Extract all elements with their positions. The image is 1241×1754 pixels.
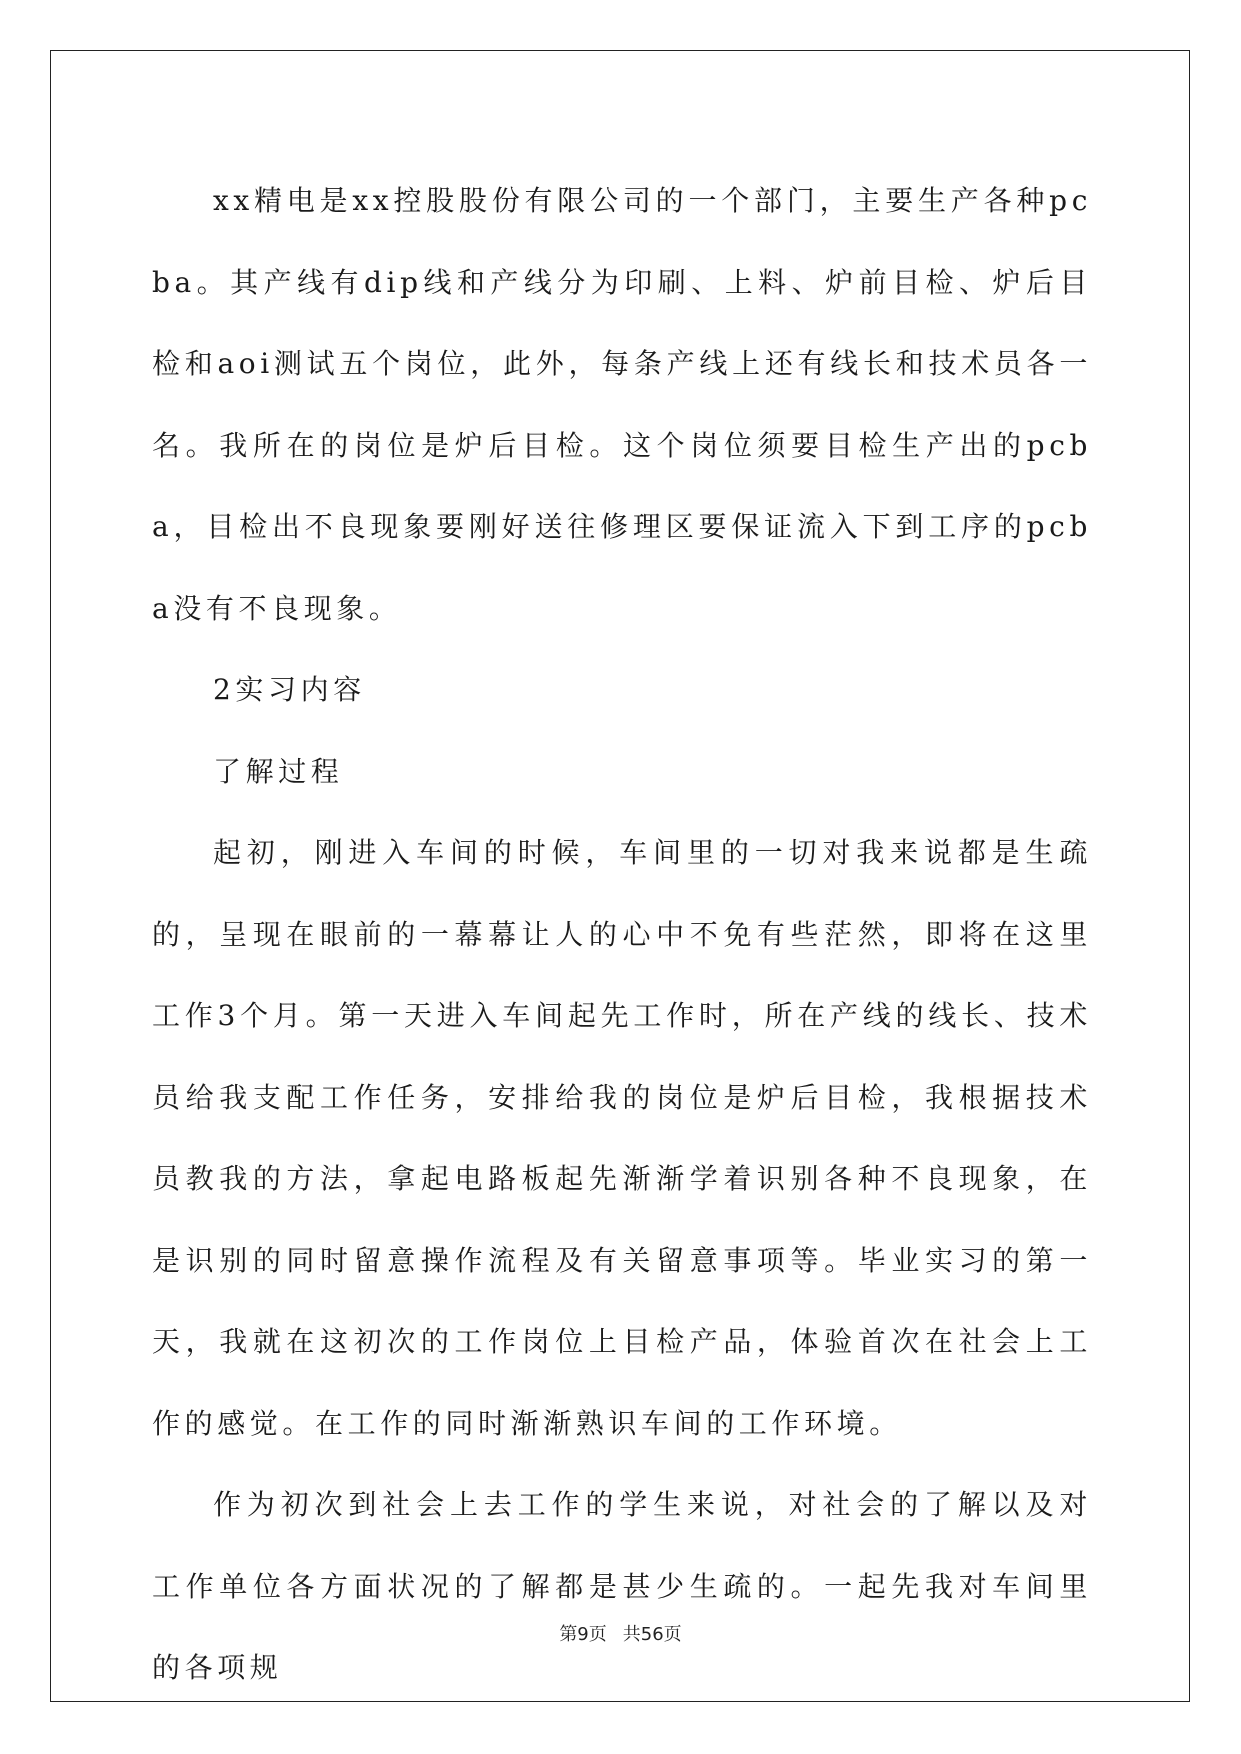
document-body (152, 160, 1092, 1709)
total-pages: 共56页 (622, 1624, 682, 1645)
page-footer (0, 1620, 1241, 1646)
subheading-understanding-process: 了解过程 (213, 754, 344, 788)
paragraph-company-intro: xx精电是xx控股股份有限公司的一个部门，主要生产各种pcba。其产线有dip线和产线分为印刷、上料、炉前目检、炉后目检和aoi测试五个岗位，此外，每条产线上还有线长和技术员各一名。我所在的岗位是炉后目检。这个岗位须要目检生产出的pcba，目检出不良现象要刚好送往修理区要保证流入下到工序的pcba没有不良现象。 (152, 184, 1092, 625)
page-number: 第9页 (559, 1624, 607, 1645)
section-heading-internship-content: 2实习内容 (213, 673, 366, 706)
paragraph-first-days: 起初，刚进入车间的时候，车间里的一切对我来说都是生疏的，呈现在眼前的一幕幕让人的心中不免有些茫然，即将在这里工作3个月。第一天进入车间起先工作时，所在产线的线长、技术员给我支配工作任务，安排给我的岗位是炉后目检，我根据技术员教我的方法，拿起电路板起先渐渐学着识别各种不良现象，在是识别的同时留意操作流程及有关留意事项等。毕业实习的第一天，我就在这初次的工作岗位上目检产品，体验首次在社会上工作的感觉。在工作的同时渐渐熟识车间的工作环境。 (152, 836, 1092, 1440)
paragraph-first-job: 作为初次到社会上去工作的学生来说，对社会的了解以及对工作单位各方面状况的了解都是甚少生疏的。一起先我对车间里的各项规 (152, 1488, 1092, 1684)
